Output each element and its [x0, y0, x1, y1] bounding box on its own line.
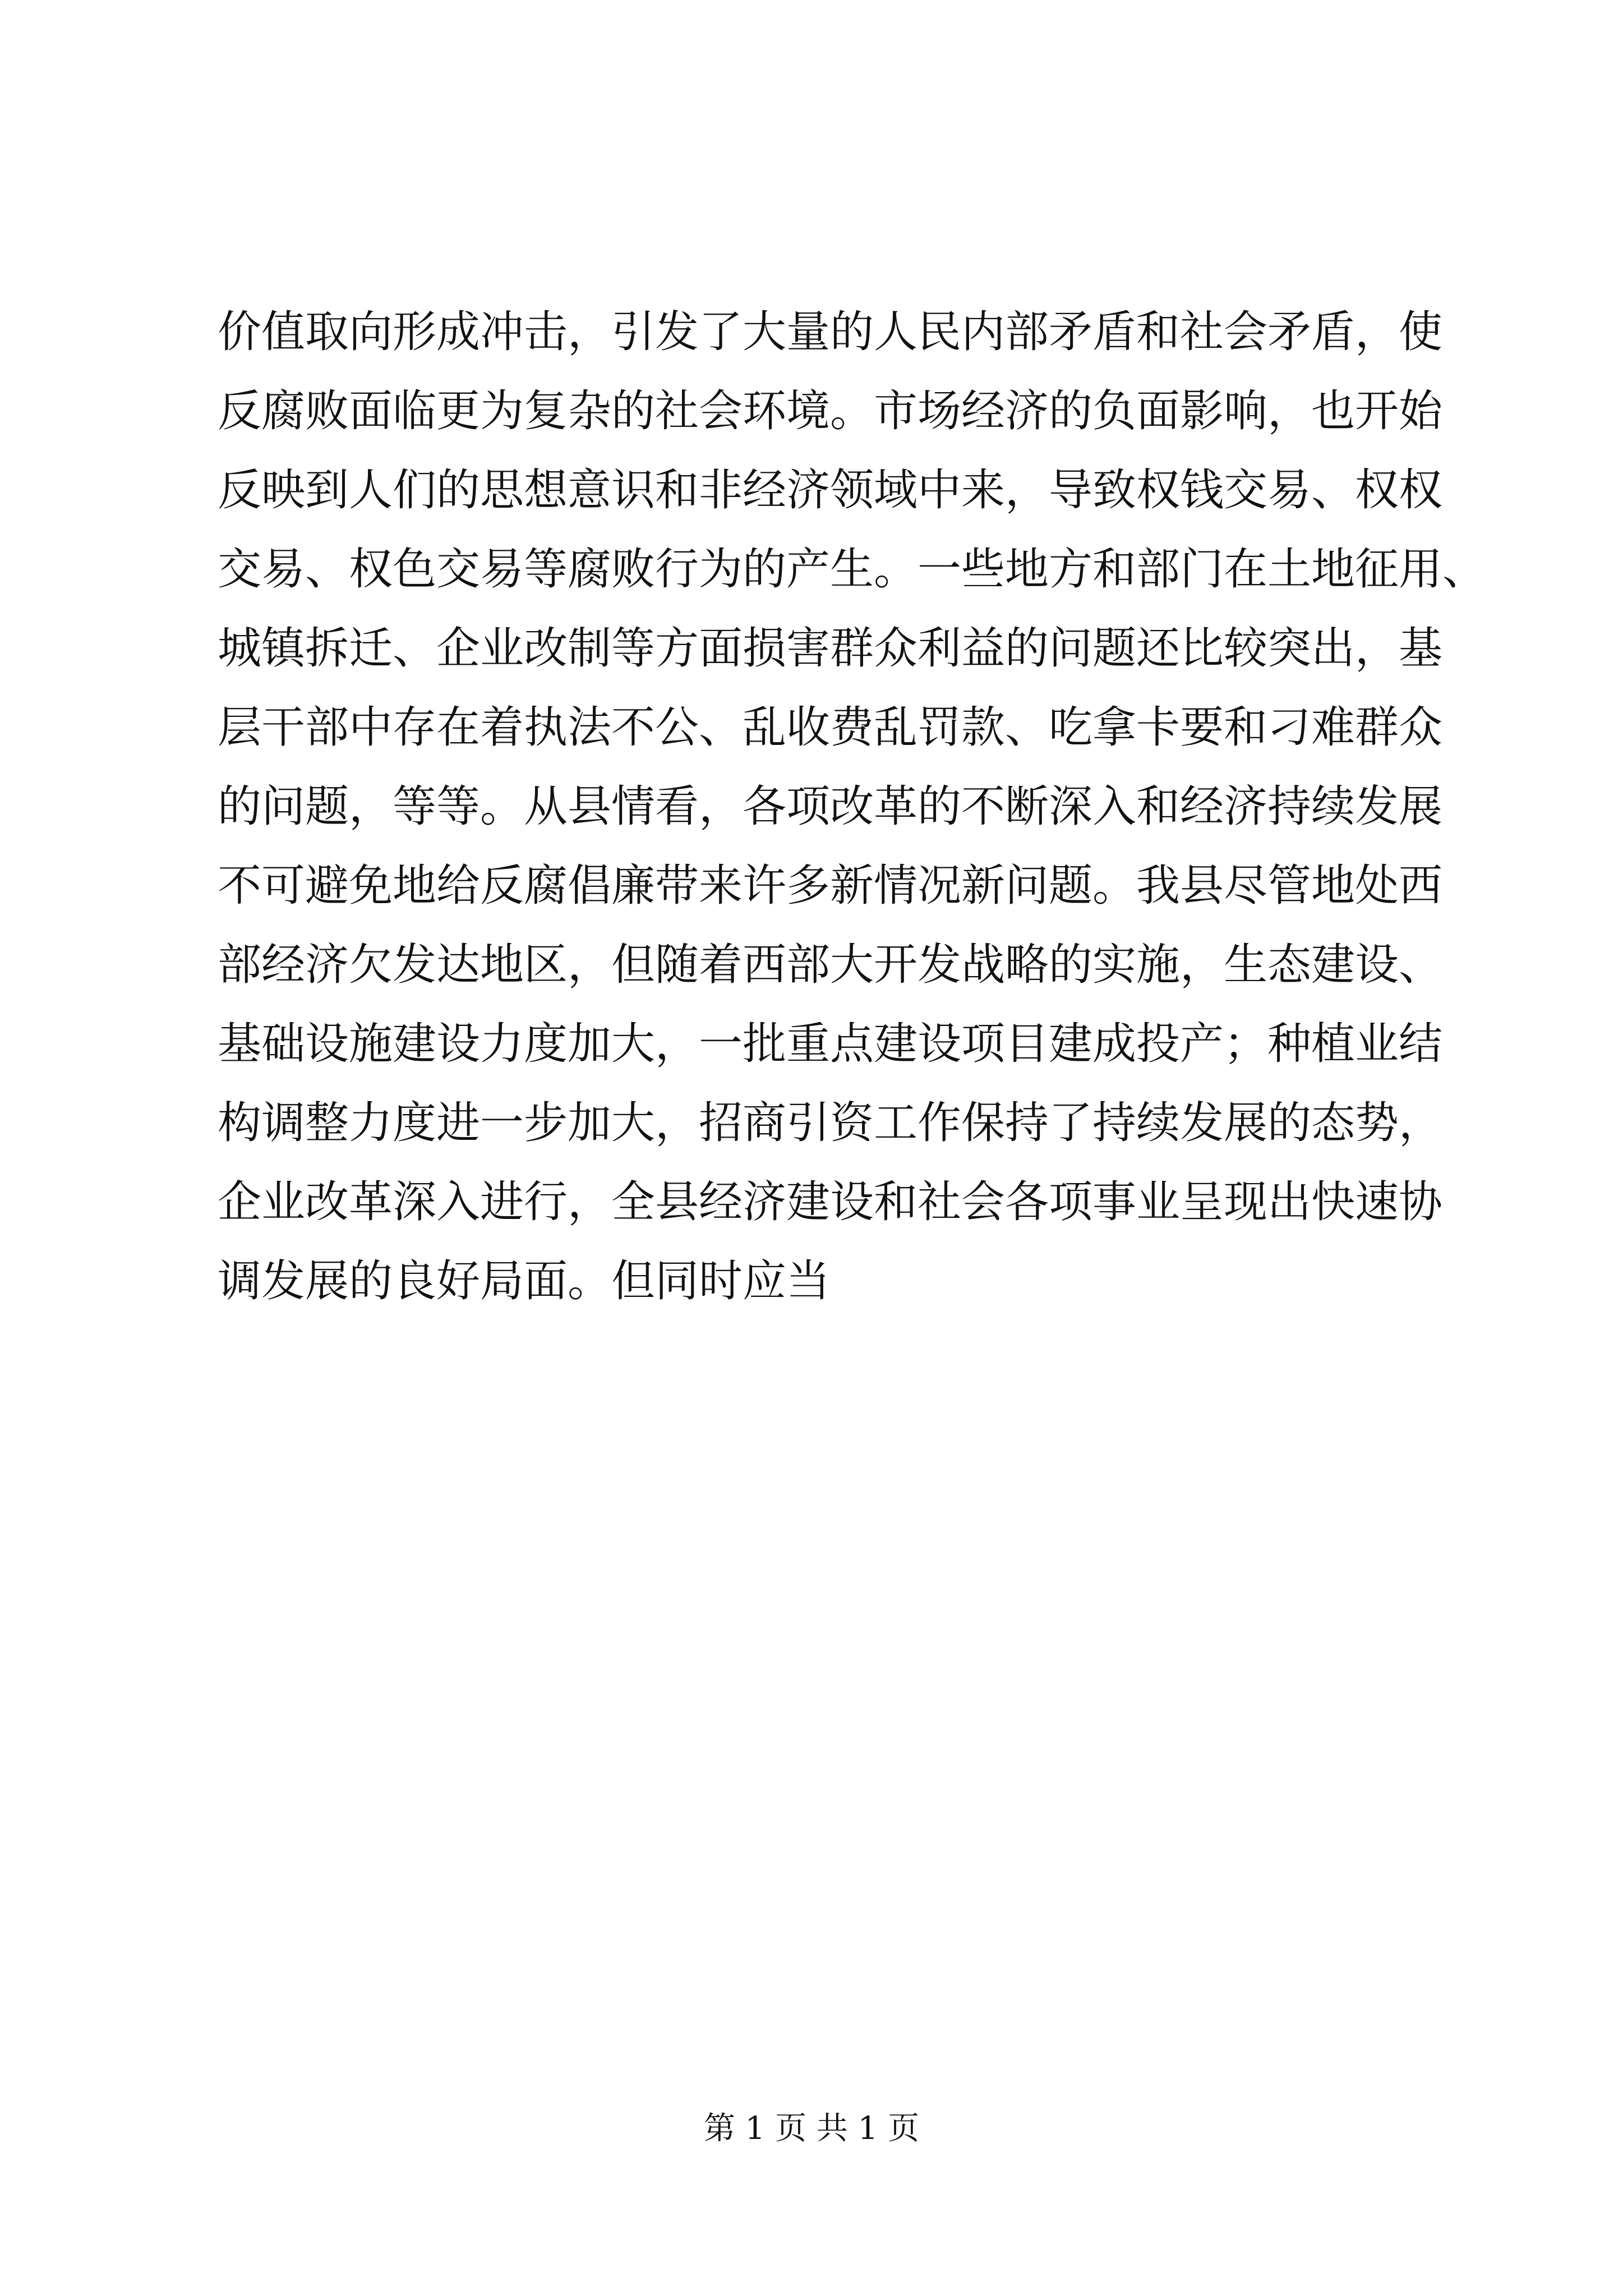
text-line: 层干部中存在着执法不公、乱收费乱罚款、吃拿卡要和刁难群众: [218, 702, 1443, 753]
text-line: 企业改革深入进行，全县经济建设和社会各项事业呈现出快速协: [218, 1177, 1443, 1227]
text-line: 构调整力度进一步加大，招商引资工作保持了持续发展的态势，: [218, 1098, 1443, 1148]
text-line: 调发展的良好局面。但同时应当: [218, 1256, 831, 1306]
text-line: 反腐败面临更为复杂的社会环境。市场经济的负面影响，也开始: [218, 386, 1443, 436]
text-line: 反映到人们的思想意识和非经济领域中来，导致权钱交易、权权: [218, 465, 1443, 516]
text-line: 交易、权色交易等腐败行为的产生。一些地方和部门在土地征用、: [218, 544, 1487, 595]
body-paragraph: [218, 293, 1487, 1321]
text-line: 基础设施建设力度加大，一批重点建设项目建成投产；种植业结: [218, 1019, 1443, 1069]
text-line: 的问题，等等。从县情看，各项改革的不断深入和经济持续发展: [218, 781, 1443, 832]
page-number-label: 第 1 页 共 1 页: [703, 2110, 920, 2147]
text-line: 价值取向形成冲击，引发了大量的人民内部矛盾和社会矛盾，使: [218, 307, 1443, 357]
text-line: 部经济欠发达地区，但随着西部大开发战略的实施，生态建设、: [218, 940, 1443, 990]
text-line: 不可避免地给反腐倡廉带来许多新情况新问题。我县尽管地处西: [218, 861, 1443, 911]
page-footer: [0, 2106, 1623, 2151]
text-line: 城镇拆迁、企业改制等方面损害群众利益的问题还比较突出，基: [218, 623, 1443, 674]
